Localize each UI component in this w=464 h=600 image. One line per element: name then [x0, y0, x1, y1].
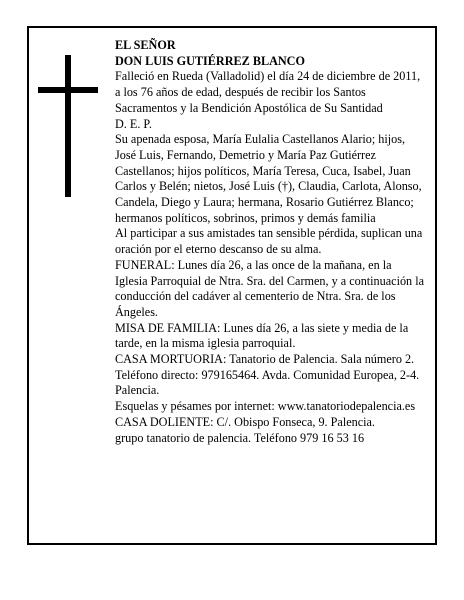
online-condolences: Esquelas y pésames por internet: www.tanatoriodepalencia.es: [115, 399, 416, 414]
obituary-text: [115, 38, 427, 446]
cross-icon: [65, 55, 71, 197]
title-line-1: EL SEÑOR: [115, 38, 176, 52]
death-info: Falleció en Rueda (Valladolid) el día 24 de diciembre de 2011, a los 76 años de edad, después de recibir los Santos Sacramentos y la Bendición Apostólica de Su Santidad: [115, 69, 421, 115]
deceased-name: DON LUIS GUTIÉRREZ BLANCO: [115, 53, 305, 68]
funeral-group-contact: grupo tanatorio de palencia. Teléfono 979 16 53 16: [115, 430, 365, 445]
request-paragraph: Al participar a sus amistades tan sensible pérdida, suplican una oración por el eterno descanso de su alma.: [115, 226, 423, 257]
funeral-paragraph: FUNERAL: Lunes día 26, a las once de la mañana, en la Iglesia Parroquial de Ntra. Sra. del Carmen, y a continuación la conducción del cadáver al cementerio de Ntra. Sra. de los Ángeles.: [115, 257, 424, 319]
funeral-home-paragraph: CASA MORTUORIA: Tanatorio de Palencia. Sala número 2. Teléfono directo: 979165464. Avda. Comunidad Europea, 2-4. Palencia.: [115, 352, 420, 398]
grieving-house: CASA DOLIENTE: C/. Obispo Fonseca, 9. Palencia.: [115, 414, 375, 429]
family-mass-paragraph: MISA DE FAMILIA: Lunes día 26, a las siete y media de la tarde, en la misma iglesia parroquial.: [115, 320, 409, 351]
family-paragraph: Su apenada esposa, María Eulalia Castellanos Alario; hijos, José Luis, Fernando, Demetrio y María Paz Gutiérrez Castellanos; hijos políticos, María Teresa, Cuca, Isabel, Juan Carlos y Belén; nietos, José Luis (†), Claudia, Carlota, Alonso, Candela, Diego y Laura; hermana, Rosario Gutiérrez Blanco; hermanos políticos, sobrinos, primos y demás familia: [115, 132, 422, 225]
dep-line: D. E. P.: [115, 116, 152, 131]
cross-icon-arm: [38, 87, 98, 93]
